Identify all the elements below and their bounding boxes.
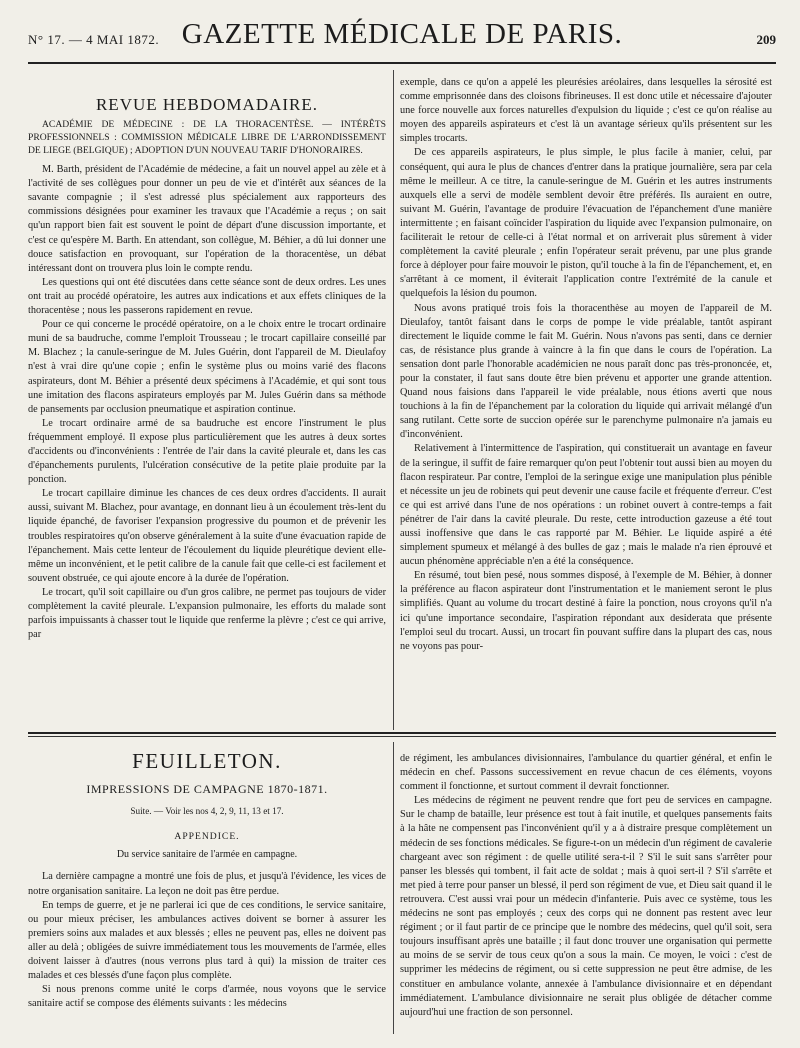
issue-number: N° 17. — 4 MAI 1872.	[28, 32, 160, 47]
column-divider	[393, 742, 394, 1034]
feuilleton-title: FEUILLETON.	[132, 749, 282, 773]
appendice-subtitle: Du service sanitaire de l'armée en campagne.	[116, 849, 298, 861]
paragraph: En temps de guerre, et je ne parlerai ici que de ces conditions, le service sanitaire, ou pour mieux préciser, les ambulances actives doivent se borner à assurer les premiers soins aux malades et aux blessés ; elles ne peuvent pas, elles ne doivent pas aller au delà ; obligées de suivre immédiatement tous les mouvements de l'armée, elles doivent laisser à d'autres (nous verrons plus tard à qui) la mission de traiter ces malades et ces blessés d'une façon plus complète.	[28, 899, 386, 982]
feuilleton-rule-bottom	[28, 736, 776, 737]
paragraph: Nous avons pratiqué trois fois la thoracenthèse au moyen de l'appareil de M. Dieulafoy, tantôt faisant dans le corps de pompe le vide préalable, tantôt aspirant directement le liquide comme le fait M. Guérin. Nous n'avons pas senti, dans ce dernier cas, de résistance plus grande à vaincre à la fin que dans le cours de l'opération. La sensation dont parle l'honorable académicien ne nous paraît donc pas très-prononcée, et, pour la constater, il faut sans doute être bien prévenu et apporter une grande attention. Quand nous faisions dans l'appareil le vide préalable, nous étions averti que nous touchions à la fin de l'épanchement par la coloration du liquide qui arrivait mélangé d'un sang rutilant. Cette sorte de succion opérée sur le parenchyme pulmonaire n'a jamais eu d'inconvénient.	[400, 302, 772, 441]
column-divider	[393, 70, 394, 730]
paragraph: En résumé, tout bien pesé, nous sommes disposé, à l'exemple de M. Béhier, à donner la préférence au flacon aspirateur dont l'instrumentation et le maniement seront le plus simplifiés. Quant au volume du trocart destiné à faire la ponction, nous croyons qu'il n'a ici qu'une importance secondaire, l'aspiration répondant aux desiderata que présente l'emploi seul du trocart. Aussi, un trocart fin pouvant suffire dans la plupart des cas, nous ne voyons pas pour-	[400, 570, 772, 652]
paragraph: La dernière campagne a montré une fois de plus, et jusqu'à l'évidence, les vices de notre organisation sanitaire. La leçon ne doit pas être perdue.	[28, 871, 386, 897]
paragraph: Pour ce qui concerne le procédé opératoire, on a le choix entre le trocart ordinaire muni de sa baudruche, comme l'emploit Trousseau ; le trocart capillaire conseillé par M. Blachez ; la canule-seringue de M. Jules Guérin, dont l'appareil de M. Dieulafoy n'est à vrai dire qu'une copie ; enfin le système plus ou moins varié des flacons aspirateurs, dont M. Béhier a présenté deux spécimens à l'Académie, et qui sont tous une imitation des flacons aspirateurs employés par M. Jules Guérin dans sa méthode de pansements par occlusion pneumatique et aspiration continue.	[28, 319, 386, 415]
paragraph: exemple, dans ce qu'on a appelé les pleurésies aréolaires, dans lesquelles la sérosité est comme emprisonnée dans des cloisons fibrineuses. Il est donc utile et nécessaire d'ajouter une force nouvelle aux forces naturelles d'expulsion du liquide ; c'est ce qu'on réalise au moyen des appareils aspirateurs et c'est là un avantage sérieux qu'ils présentent sur les simples trocarts.	[400, 77, 772, 145]
paragraph: Le trocart ordinaire armé de sa baudruche est encore l'instrument le plus fréquemment employé. Il expose plus particulièrement que les autres à deux sortes d'accidents ou d'inconvénients : l'entrée de l'air dans la cavité pleurale et, dans les cas d'épanchements purulents, l'ulcération consécutive de la petite plaie produite par la ponction.	[28, 417, 386, 486]
journal-title: GAZETTE MÉDICALE DE PARIS.	[181, 18, 623, 50]
paragraph: Les questions qui ont été discutées dans cette séance sont de deux ordres. Les unes ont trait au procédé opératoire, les autres aux indications et aux effets cliniques de la thoracentèse ; nous les passerons rapidement en revue.	[28, 276, 386, 317]
paragraph: De ces appareils aspirateurs, le plus simple, le plus facile à manier, celui, par conséquent, qui aura le plus de chances d'entrer dans la pratique journalière, sera par cela même le meilleur. A ce titre, la canule-seringue de M. Guérin et les autres instruments auxquels elle a servi de modèle semblent devoir être préférés. Ils auraient en outre, suivant M. Guérin, l'avantage de produire l'évacuation de l'épanchement d'une manière intermittente ; en faisant coïncider l'aspiration du liquide avec l'expansion pulmonaire, on faciliterait le retour de celle-ci à l'état normal et on arriverait plus sûrement à vider complètement la cavité pleurale ; enfin l'opérateur serait prévenu, par une plus grande force à déployer pour faire mouvoir le piston, qu'il touche à la fin de l'épanchement, et, en s'arrêtant à ce moment, il éviterait l'application contre l'extrémité de la canule et quelquefois la lésion du poumon.	[400, 147, 772, 300]
paragraph: Les médecins de régiment ne peuvent rendre que fort peu de services en campagne. Sur le champ de bataille, leur présence est tout à fait inutile, et quelques pansements faits à la hâte ne compensent pas l'inconvénient qu'il y a à distraire presque complètement un médecin de ses fonctions médicales. Se figure-t-on un médecin d'un régiment de cavalerie chargeant avec son régiment : de quelle utilité sera-t-il ? S'il le suit sans s'arrêter pour panser les blessés qui tombent, il fait acte de soldat ; mais à quoi sert-il ? S'il s'arrête et met pied à terre pour panser un blessé, il perd son régiment de vue, et Dieu sait quand il le retrouvera. C'est aussi vrai pour un médecin d'infanterie. Puis avec ce système, tous les médecins ne sont pas employés ; ceux des corps qui ne donnent pas restent avec leur régiment ; or il faut partir de ce principe que le nombre des médecins, quel qu'il soit, sera toujours insuffisant après une bataille ; il faut donc trouver une organisation qui permette au moins de se servir de tous ceux qu'on a sous la main. Ce moyen, le voici : c'est de supprimer les médecins de régiment, ou si cette suppression ne peut être admise, de les constituer en ambulance volante, annexée à l'ambulance divisionnaire et en dépendant immédiatement. L'ambulance divisionnaire ne serait plus obligée de détacher comme aujourd'hui une fraction de son personnel.	[400, 795, 772, 1018]
revue-left-column	[28, 72, 386, 642]
feuilleton-suite: Suite. — Voir les nos 4, 2, 9, 11, 13 et 17.	[130, 806, 284, 817]
paragraph: Le trocart capillaire diminue les chances de ces deux ordres d'accidents. Il aurait aussi, suivant M. Blachez, pour avantage, en donnant lieu à un écoulement très-lent du liquide épanché, de favoriser l'expansion progressive du poumon et de prévenir les troubles respiratoires qu'on observe généralement à la suite d'une évacuation rapide de l'épanchement. Mais cette lenteur de l'écoulement du liquide pleurétique devient elle-même un inconvénient, et le petit calibre de la canule fait que celle-ci est facilement et souvent obstruée, ce qui ajoute encore à la durée de l'opération.	[28, 488, 386, 584]
feuilleton-left-column	[28, 746, 386, 1011]
paragraph: M. Barth, président de l'Académie de médecine, a fait un nouvel appel au zèle et à l'activité de ses collègues pour donner un peu de vie et d'intérêt aux séances de la savante compagnie ; il s'est adressé plus spécialement aux rapporteurs des commissions désignées pour examiner les travaux que l'Académie a reçus ; on sait qu'un rapport bien fait est souvent le point de départ d'une discussion importante, et c'est ce qu'espère M. Barth. En attendant, son collègue, M. Béhier, a dû lui donner une douce satisfaction en provoquant, sur l'opération de la thoracentèse, un débat intéressant dont on trouvera plus loin le compte rendu.	[28, 164, 386, 274]
paragraph: Le trocart, qu'il soit capillaire ou d'un gros calibre, ne permet pas toujours de vider complètement la cavité pleurale. L'expansion pulmonaire, les efforts du malade sont parfois impuissants à chasser tout le liquide que renferme la plèvre ; c'est ce qui arrive, par	[28, 586, 386, 641]
page-number: 209	[756, 32, 776, 47]
paragraph: Relativement à l'intermittence de l'aspiration, qui constituerait un avantage en faveur de la seringue, il suffit de faire remarquer qu'on peut l'obtenir tout aussi bien au moyen du flacon respirateur. Par contre, l'emploi de la seringue exige une manipulation plus pénible et nécessite un jeu de robinets qui peut devenir une cause facile et fréquente d'erreur. C'est ce qui est arrivé dans l'une de nos opérations : un robinet ouvert à contre-temps a fait pénétrer de l'air dans la cavité pleurale. Du reste, cette introduction gazeuse a été tout aussi inoffensive que dans le cas rapporté par M. Béhier. Le liquide aspiré a été simplement spumeux et mélangé à des bulles de gaz ; mais le malade n'a rien éprouvé et aucun phénomène appréciable n'en a été la conséquence.	[400, 443, 772, 568]
paragraph: Si nous prenons comme unité le corps d'armée, nous voyons que le service sanitaire actif se compose des éléments suivants : les médecins	[28, 984, 386, 1010]
revue-title: REVUE HEBDOMADAIRE.	[95, 95, 319, 114]
appendice-heading: APPENDICE.	[174, 831, 240, 843]
paragraph: de régiment, les ambulances divisionnaires, l'ambulance du quartier général, et enfin le médecin en chef. Passons successivement en revue chacun de ces éléments, voyons comment il fonctionne, et surtout comment il devrait fonctionner.	[400, 753, 772, 793]
page-header	[28, 14, 776, 50]
feuilleton-subtitle: IMPRESSIONS DE CAMPAGNE 1870-1871.	[86, 782, 328, 797]
revue-summary: ACADÉMIE DE MÉDECINE : DE LA THORACENTÈSE. — INTÉRÊTS PROFESSIONNELS : COMMISSION MÉDICALE LIBRE DE L'ARRONDISSEMENT DE LIEGE (BELGIQUE) ; ADOPTION D'UN NOUVEAU TARIF D'HONORAIRES.	[28, 119, 386, 157]
header-rule	[28, 62, 776, 64]
feuilleton-rule-top	[28, 732, 776, 734]
revue-right-column	[400, 76, 772, 654]
feuilleton-right-column	[400, 752, 772, 1020]
